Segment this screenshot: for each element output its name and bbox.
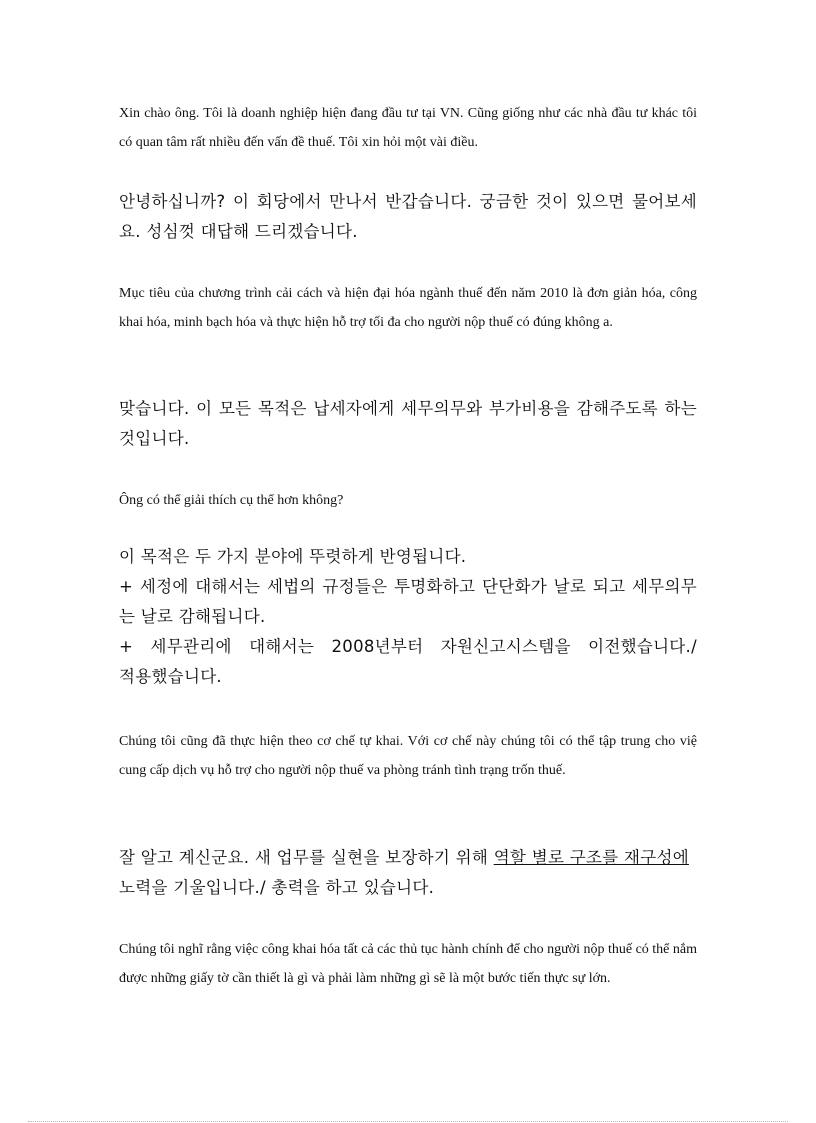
paragraph-vietnamese-3: Ông có thể giải thích cụ thể hơn không? [119,493,344,508]
line-3-part-1: + [119,637,134,656]
line-3-part-5: 자원신고시스템을 [440,637,571,656]
paragraph-vietnamese-5: Chúng tôi nghĩ rằng việc công khai hóa tất cả các thủ tục hành chính để cho người nộp thuế có thể nắm được những giấy tờ cần thiết là gì và phải làm những gì sẽ là một bước tiến thực sự lớn. [119,942,697,986]
korean-4-line-1 [119,843,697,873]
paragraph-vietnamese-4: Chúng tôi cũng đã thực hiện theo cơ chế tự khai. Với cơ chế này chúng tôi có thể tập trung cho việ cung cấp dịch vụ hỗ trợ cho người nộp thuế va phòng tránh tình trạng trốn thuế. [119,734,697,778]
korean-3-line-1: 이 목적은 두 가지 분야에 뚜렷하게 반영됩니다. [119,547,467,566]
korean-4-line-2: 노력을 기울입니다./ 총력을 하고 있습니다. [119,878,435,897]
korean-3-line-4: 적용했습니다. [119,667,222,686]
line-3-part-3: 대해서는 [249,637,315,656]
paragraph-vietnamese-2: Mục tiêu của chương trình cải cách và hiện đại hóa ngành thuế đến năm 2010 là đơn giản hóa, công khai hóa, minh bạch hóa và thực hiện hỗ trợ tối đa cho người nộp thuế có đúng không a. [119,286,697,330]
line-3-part-4: 2008년부터 [331,637,424,656]
paragraph-korean-1: 안녕하십니까? 이 회당에서 만나서 반갑습니다. 궁금한 것이 있으면 물어보세요. 성심껏 대답해 드리겠습니다. [119,192,697,241]
paragraph-korean-2: 맞습니다. 이 모든 목적은 납세자에게 세무의무와 부가비용을 감해주도록 하는 것입니다. [119,399,697,448]
korean-4-text: 잘 알고 계신군요. 새 업무를 실현을 보장하기 위해 [119,848,494,867]
page-bottom-border [28,1121,788,1122]
korean-3-line-3 [119,632,697,662]
paragraph-vietnamese-1: Xin chào ông. Tôi là doanh nghiệp hiện đang đầu tư tại VN. Cũng giống như các nhà đầu tư khác tôi có quan tâm rất nhiều đến vấn đề thuế. Tôi xin hỏi một vài điều. [119,106,697,150]
underlined-phrase: 역할 별로 구조를 재구성에 [493,848,689,867]
korean-3-line-2: + 세정에 대해서는 세법의 규정들은 투명화하고 단단화가 날로 되고 세무의무는 날로 감해됩니다. [119,577,697,626]
line-3-part-2: 세무관리에 [150,637,232,656]
line-3-part-6: 이전했습니다./ [588,637,697,656]
paragraph-korean-4 [119,843,697,903]
paragraph-korean-3 [119,542,697,692]
